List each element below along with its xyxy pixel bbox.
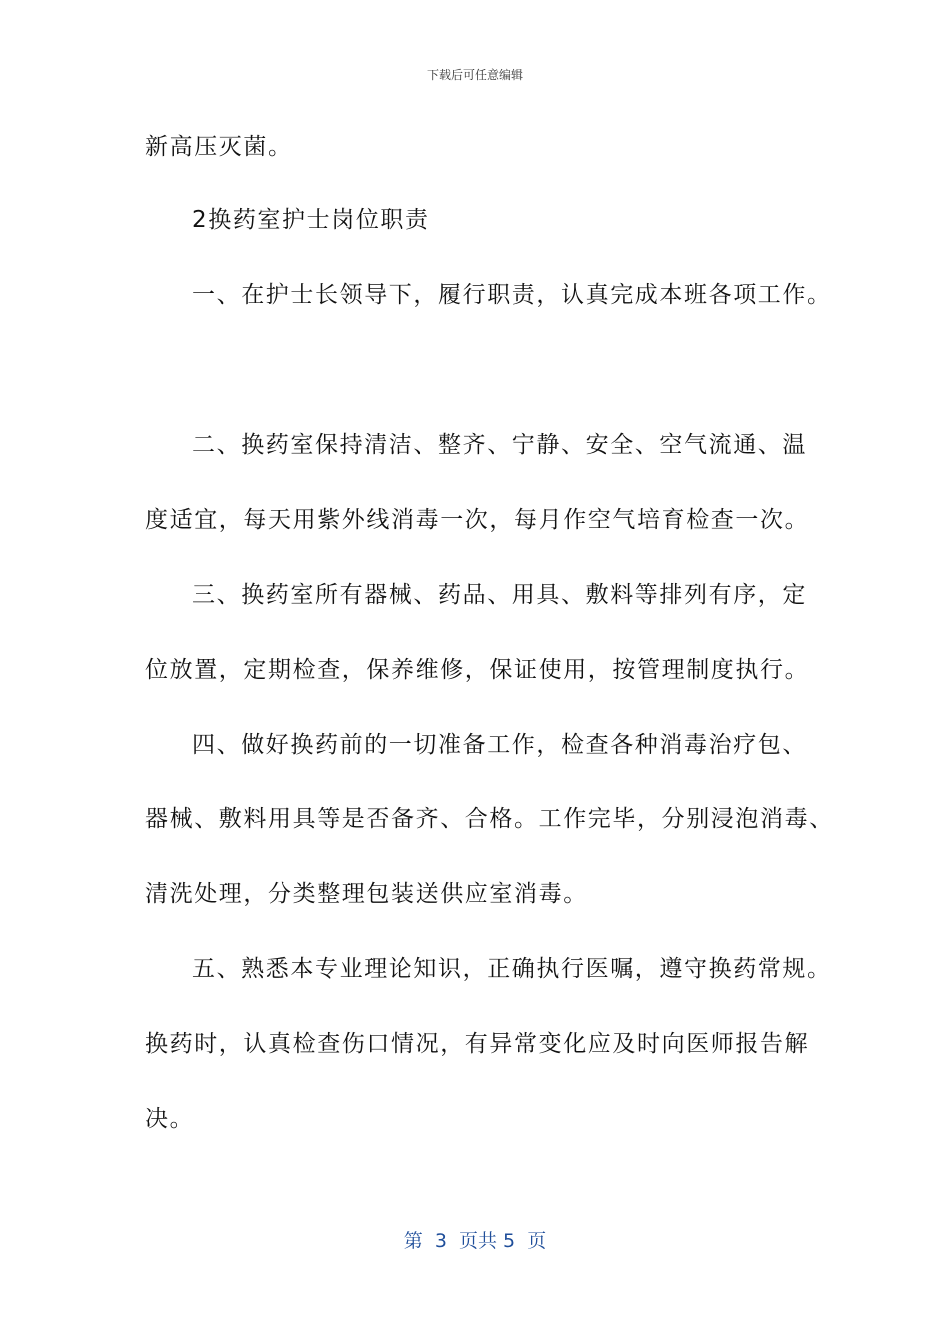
section-title: 2换药室护士岗位职责 [192,207,430,233]
text-line: 三、换药室所有器械、药品、用具、敷料等排列有序，定 [192,582,807,608]
text-line: 清洗处理，分类整理包装送供应室消毒。 [145,881,588,907]
header-note: 下载后可任意编辑 [426,68,523,82]
text-line: 新高压灭菌。 [145,134,293,160]
text-line: 四、做好换药前的一切准备工作，检查各种消毒治疗包、 [192,732,807,758]
text-line: 换药时，认真检查伤口情况，有异常变化应及时向医师报告解 [145,1031,810,1057]
text-line: 五、熟悉本专业理论知识，正确执行医嘱，遵守换药常规。 [192,956,832,982]
text-line: 度适宜，每天用紫外线消毒一次，每月作空气培育检查一次。 [145,507,810,533]
text-line: 决。 [145,1106,195,1132]
text-line: 二、换药室保持清洁、整齐、宁静、安全、空气流通、温 [192,432,807,458]
page-number: 第 3 页共 5 页 [403,1230,547,1252]
text-line: 一、在护士长领导下，履行职责，认真完成本班各项工作。 [192,282,832,308]
text-line: 位放置，定期检查，保养维修，保证使用，按管理制度执行。 [145,657,810,683]
text-line: 器械、敷料用具等是否备齐、合格。工作完毕，分别浸泡消毒、 [145,806,834,832]
